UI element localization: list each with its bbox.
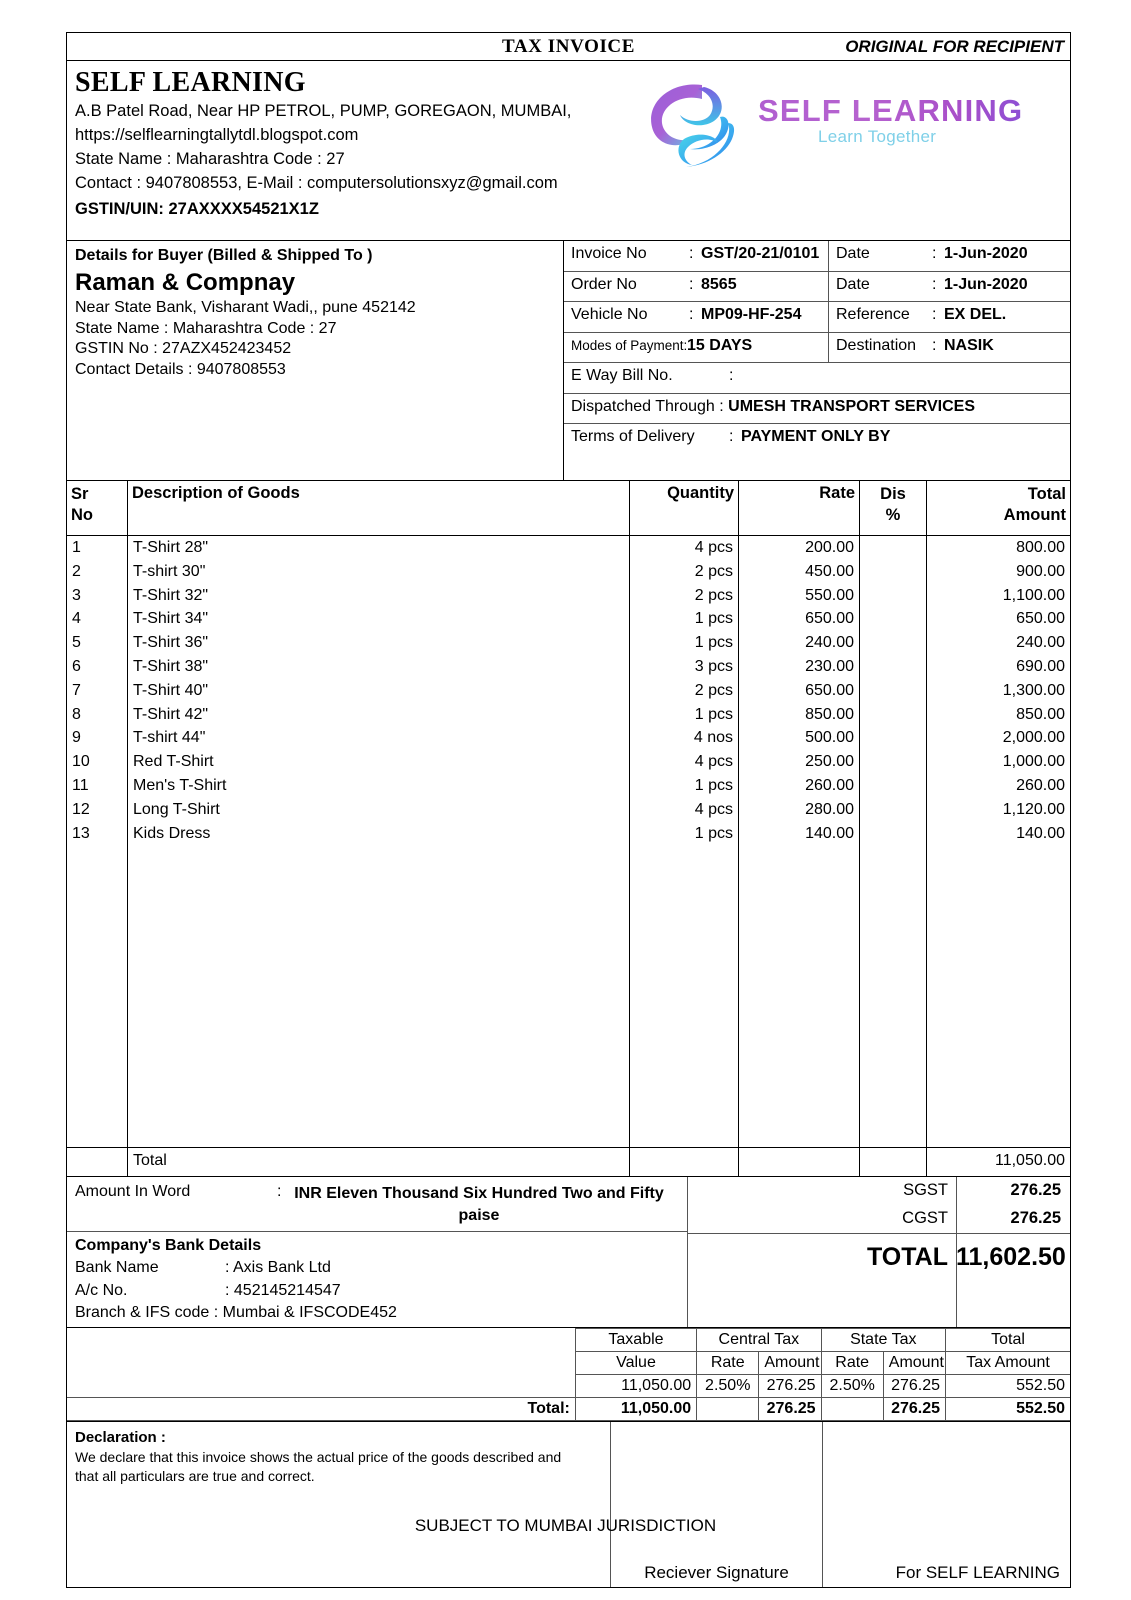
meta-row-order [564, 272, 1070, 303]
logo-wordmark: SELF LEARNING [758, 93, 1024, 128]
item-sr: 3 [67, 584, 128, 608]
cgst-label: CGST [902, 1209, 948, 1228]
tax-row-central-amount: 276.25 [759, 1375, 821, 1398]
item-description: T-Shirt 40" [128, 679, 630, 703]
tax-row-state-amount: 276.25 [883, 1375, 945, 1398]
col-header-sr-line1: Sr [71, 485, 89, 503]
item-quantity: 1 pcs [630, 607, 739, 631]
grand-total-label: TOTAL [866, 1243, 948, 1272]
item-amount: 800.00 [1016, 539, 1065, 556]
tax-summary-total-state-amount: 276.25 [883, 1398, 945, 1421]
dispatched-label: Dispatched Through : [571, 397, 724, 415]
item-amount: 260.00 [1016, 776, 1065, 794]
item-quantity: 4 pcs [630, 536, 739, 560]
spacer-rate [739, 845, 860, 1148]
cgst-row [688, 1205, 1070, 1233]
col-header-discount [860, 481, 927, 536]
item-description: T-Shirt 28" [128, 536, 630, 560]
item-description: T-Shirt 34" [128, 607, 630, 631]
item-discount [860, 536, 927, 560]
meta-row-eway [564, 363, 1070, 394]
buyer-name: Raman & Compnay [75, 269, 296, 296]
meta-row-terms [564, 424, 1070, 455]
item-rate: 450.00 [739, 560, 860, 584]
modes-value: 15 DAYS [687, 336, 753, 354]
tax-header-central-rate: Rate [697, 1352, 759, 1375]
tax-header-taxable-line2: Value [575, 1352, 696, 1375]
declaration-text-block [67, 1422, 611, 1587]
seller-details-block [67, 61, 1070, 241]
reference-label: Reference [836, 306, 910, 323]
destination-value: NASIK [944, 336, 994, 354]
invoice-frame [66, 32, 1071, 1588]
col-header-dis-line2: % [885, 506, 901, 524]
spacer-desc [128, 845, 630, 1148]
item-discount [860, 822, 927, 846]
item-description: T-Shirt 38" [128, 655, 630, 679]
tax-row-central-rate: 2.50% [697, 1375, 759, 1398]
sgst-label: SGST [903, 1181, 948, 1200]
terms-value: PAYMENT ONLY BY [741, 428, 891, 445]
buyer-contact: Contact Details : 9407808553 [75, 360, 286, 378]
declaration-section [67, 1421, 1070, 1587]
item-quantity: 4 pcs [630, 798, 739, 822]
item-amount: 690.00 [1016, 657, 1065, 675]
col-header-sr [67, 481, 128, 536]
meta-destination: Destination : NASIK [836, 336, 994, 354]
tax-summary-body [67, 1375, 1070, 1398]
bank-branch-row [75, 1302, 679, 1325]
item-discount [860, 560, 927, 584]
seller-gstin: GSTIN/UIN: 27AXXXX54521X1Z [75, 200, 319, 218]
items-table-filler [67, 845, 1070, 1176]
tax-header-state-rate: Rate [821, 1352, 883, 1375]
spacer-sr [67, 845, 128, 1148]
item-amount: 1,120.00 [1002, 800, 1065, 818]
item-rate: 250.00 [739, 750, 860, 774]
amount-in-words-colon: : [277, 1183, 282, 1201]
receiver-signature-box [611, 1422, 823, 1587]
item-discount [860, 703, 927, 727]
item-amount: 240.00 [1016, 634, 1065, 652]
bank-branch-value: Mumbai & IFSCODE452 [222, 1304, 397, 1322]
item-description: T-shirt 44" [128, 726, 630, 750]
item-rate: 260.00 [739, 774, 860, 798]
reference-value: EX DEL. [944, 306, 1007, 323]
item-rate: 240.00 [739, 631, 860, 655]
col-header-quantity: Quantity [630, 481, 739, 536]
item-discount [860, 631, 927, 655]
tax-summary-total-state-rate [821, 1398, 883, 1421]
items-table [67, 481, 1070, 1176]
terms-label: Terms of Delivery [571, 428, 695, 445]
grand-total-separator [688, 1233, 1070, 1234]
table-row [67, 798, 1070, 822]
table-row [67, 703, 1070, 727]
item-sr: 10 [67, 750, 128, 774]
item-discount [860, 655, 927, 679]
item-quantity: 2 pcs [630, 560, 739, 584]
invoice-date-value: 1-Jun-2020 [944, 245, 1028, 262]
amount-in-words-row [67, 1177, 687, 1232]
declaration-heading: Declaration : [75, 1429, 166, 1447]
item-description: T-Shirt 36" [128, 631, 630, 655]
tax-header-central-amount: Amount [759, 1352, 821, 1375]
item-sr: 6 [67, 655, 128, 679]
item-sr: 7 [67, 679, 128, 703]
meta-modes-of-payment [564, 333, 829, 363]
items-table-section [67, 481, 1070, 1177]
col-header-dis-line1: Dis [880, 485, 906, 503]
col-header-rate: Rate [739, 481, 860, 536]
meta-invoice-date: Date : 1-Jun-2020 [836, 245, 1028, 262]
item-sr: 4 [67, 607, 128, 631]
item-rate: 280.00 [739, 798, 860, 822]
bank-branch-label: Branch & IFS code : [75, 1304, 219, 1322]
item-sr: 13 [67, 822, 128, 846]
tax-row-total-tax: 552.50 [946, 1375, 1071, 1398]
spacer-dis [860, 845, 927, 1148]
item-quantity: 2 pcs [630, 584, 739, 608]
items-total-dis [860, 1148, 927, 1177]
bank-name-row [75, 1257, 679, 1280]
grand-total-value: 11,602.50 [956, 1243, 1066, 1272]
col-header-total-amount [927, 481, 1071, 536]
table-row [67, 536, 1070, 560]
item-amount: 850.00 [1016, 705, 1065, 723]
item-amount: 1,300.00 [1002, 681, 1065, 699]
items-total-row [67, 1148, 1070, 1177]
item-quantity: 4 pcs [630, 750, 739, 774]
item-amount: 1,000.00 [1002, 753, 1065, 771]
item-description: Kids Dress [128, 822, 630, 846]
items-total-amount: 11,050.00 [927, 1148, 1071, 1177]
tax-header-state-amount: Amount [883, 1352, 945, 1375]
item-rate: 230.00 [739, 655, 860, 679]
document-title: TAX INVOICE [501, 36, 636, 57]
seller-website: https://selflearningtallytdl.blogspot.com [75, 126, 359, 144]
meta-dispatched-through [564, 394, 1070, 424]
seller-name: SELF LEARNING [75, 67, 306, 98]
meta-row-dispatch [564, 394, 1070, 425]
order-no-label: Order No [571, 275, 637, 293]
amount-in-words-label: Amount In Word [75, 1183, 191, 1201]
item-sr: 12 [67, 798, 128, 822]
sgst-value: 276.25 [1010, 1181, 1061, 1200]
item-amount: 140.00 [1016, 824, 1065, 842]
meta-terms-of-delivery: Terms of Delivery : PAYMENT ONLY BY [571, 428, 891, 445]
item-discount [860, 726, 927, 750]
jurisdiction-footer: SUBJECT TO MUMBAI JURISDICTION [414, 1516, 717, 1535]
item-rate: 850.00 [739, 703, 860, 727]
sgst-row [688, 1177, 1070, 1205]
item-sr: 8 [67, 703, 128, 727]
meta-order-no: Order No : 8565 [564, 272, 829, 302]
spacer-amt [927, 845, 1071, 1148]
item-quantity: 1 pcs [630, 822, 739, 846]
item-sr: 11 [67, 774, 128, 798]
meta-row-vehicle [564, 302, 1070, 333]
item-amount: 650.00 [1016, 610, 1065, 628]
item-discount [860, 584, 927, 608]
item-sr: 9 [67, 726, 128, 750]
item-quantity: 3 pcs [630, 655, 739, 679]
invoice-date-label: Date [836, 245, 870, 262]
items-spacer-row [67, 845, 1070, 1148]
amount-and-bank-block [67, 1177, 687, 1327]
table-row [67, 631, 1070, 655]
table-row [67, 560, 1070, 584]
meta-row-invoice [564, 241, 1070, 272]
tax-summary-total-central-rate [697, 1398, 759, 1421]
declaration-line-2: that all particulars are true and correct. [75, 1468, 315, 1485]
table-row [67, 679, 1070, 703]
meta-reference: Reference : EX DEL. [836, 306, 1007, 323]
seller-state: State Name : Maharashtra Code : 27 [75, 150, 345, 168]
item-amount: 900.00 [1016, 562, 1065, 580]
item-discount [860, 679, 927, 703]
dispatched-value: UMESH TRANSPORT SERVICES [728, 397, 975, 415]
tax-summary-header-row-1 [67, 1329, 1070, 1352]
company-signature-box [823, 1422, 1070, 1587]
item-quantity: 1 pcs [630, 631, 739, 655]
tax-totals-block [687, 1177, 1070, 1327]
amount-bank-tax-section [67, 1177, 1070, 1328]
table-row [67, 584, 1070, 608]
spacer-qty [630, 845, 739, 1148]
tax-row-taxable: 11,050.00 [575, 1375, 696, 1398]
cgst-value: 276.25 [1010, 1209, 1061, 1228]
order-date-value: 1-Jun-2020 [944, 275, 1028, 293]
tax-summary-total-row [67, 1398, 1070, 1421]
items-table-body [67, 536, 1070, 846]
item-rate: 550.00 [739, 584, 860, 608]
items-header-row [67, 481, 1070, 536]
table-row [67, 750, 1070, 774]
tax-summary-head [67, 1329, 1070, 1375]
seller-contact: Contact : 9407808553, E-Mail : computersolutionsxyz@gmail.com [75, 174, 558, 192]
seller-address: A.B Patel Road, Near HP PETROL, PUMP, GOREGAON, MUMBAI, [75, 102, 572, 120]
order-no-value: 8565 [701, 275, 737, 293]
item-sr: 5 [67, 631, 128, 655]
buyer-and-meta-row [67, 241, 1070, 481]
grand-total-row [688, 1235, 1070, 1285]
col-header-sr-line2: No [71, 506, 93, 524]
bank-account-label: A/c No. [75, 1281, 128, 1299]
vehicle-no-label: Vehicle No [571, 306, 648, 323]
item-quantity: 1 pcs [630, 774, 739, 798]
table-row [67, 726, 1070, 750]
meta-invoice-no: Invoice No : GST/20-21/0101 [564, 241, 829, 271]
company-logo [640, 75, 1040, 175]
item-sr: 1 [67, 536, 128, 560]
table-row [67, 607, 1070, 631]
items-total-rate [739, 1148, 860, 1177]
item-sr: 2 [67, 560, 128, 584]
vehicle-no-value: MP09-HF-254 [701, 306, 802, 323]
invoice-no-value: GST/20-21/0101 [701, 245, 820, 262]
buyer-heading: Details for Buyer (Billed & Shipped To ) [75, 247, 373, 264]
copy-type-label: ORIGINAL FOR RECIPIENT [845, 37, 1064, 56]
invoice-no-label: Invoice No [571, 245, 647, 262]
tax-summary-table [67, 1328, 1070, 1421]
item-discount [860, 750, 927, 774]
company-signature-label: For SELF LEARNING [895, 1563, 1060, 1583]
bank-heading: Company's Bank Details [75, 1237, 262, 1255]
items-table-head [67, 481, 1070, 536]
meta-eway-bill: E Way Bill No. : [571, 367, 734, 384]
order-date-label: Date [836, 275, 870, 293]
item-description: T-Shirt 32" [128, 584, 630, 608]
bank-details-block [67, 1232, 687, 1327]
eway-label: E Way Bill No. [571, 367, 673, 384]
item-description: Men's T-Shirt [128, 774, 630, 798]
tax-header-total-line1: Total [946, 1329, 1071, 1352]
destination-label: Destination [836, 336, 917, 354]
item-quantity: 1 pcs [630, 703, 739, 727]
col-header-description: Description of Goods [128, 481, 630, 536]
tax-summary-total-central-amount: 276.25 [759, 1398, 821, 1421]
tax-header-total-line2: Tax Amount [946, 1352, 1071, 1375]
buyer-details-block [67, 241, 564, 480]
item-discount [860, 798, 927, 822]
receiver-signature-label: Reciever Signature [644, 1563, 789, 1583]
invoice-meta-block [564, 241, 1070, 480]
item-rate: 500.00 [739, 726, 860, 750]
bank-name-label: Bank Name [75, 1259, 159, 1277]
logo-tagline: Learn Together [818, 127, 937, 146]
item-amount: 2,000.00 [1002, 729, 1065, 747]
tax-summary-row [67, 1375, 1070, 1398]
modes-label: Modes of Payment: [571, 337, 688, 353]
bank-account-row [75, 1280, 679, 1303]
tax-header-central-tax: Central Tax [697, 1329, 821, 1352]
item-discount [860, 774, 927, 798]
items-total-qty [630, 1148, 739, 1177]
bank-name-value: : Axis Bank Ltd [225, 1259, 331, 1277]
item-description: T-Shirt 42" [128, 703, 630, 727]
item-description: Long T-Shirt [128, 798, 630, 822]
buyer-state: State Name : Maharashtra Code : 27 [75, 319, 337, 337]
item-quantity: 4 nos [630, 726, 739, 750]
item-description: Red T-Shirt [128, 750, 630, 774]
item-rate: 140.00 [739, 822, 860, 846]
buyer-address: Near State Bank, Visharant Wadi,, pune 452142 [75, 299, 416, 316]
tax-summary-total-tax: 552.50 [946, 1398, 1071, 1421]
item-rate: 650.00 [739, 679, 860, 703]
item-description: T-shirt 30" [128, 560, 630, 584]
bank-account-value: : 452145214547 [225, 1281, 341, 1299]
item-rate: 650.00 [739, 607, 860, 631]
item-rate: 200.00 [739, 536, 860, 560]
invoice-title-bar [67, 33, 1070, 61]
tax-summary-total-body [67, 1398, 1070, 1421]
items-total-label: Total [128, 1148, 630, 1177]
tax-summary-blank-cell [67, 1329, 575, 1375]
logo-swirl-icon [640, 77, 750, 173]
meta-vehicle-no: Vehicle No : MP09-HF-254 [564, 302, 829, 332]
tax-header-state-tax: State Tax [821, 1329, 945, 1352]
tax-header-taxable-line1: Taxable [575, 1329, 696, 1352]
buyer-gstin: GSTIN No : 27AZX452423452 [75, 340, 292, 357]
table-row [67, 774, 1070, 798]
declaration-line-1: We declare that this invoice shows the actual price of the goods described and [75, 1449, 562, 1466]
tax-row-blank [67, 1375, 575, 1398]
meta-order-date: Date : 1-Jun-2020 [836, 275, 1028, 293]
tax-row-state-rate: 2.50% [821, 1375, 883, 1398]
table-row [67, 822, 1070, 846]
item-amount: 1,100.00 [1002, 586, 1065, 604]
meta-row-modes [564, 333, 1070, 364]
col-header-total-line2: Amount [1003, 506, 1066, 524]
table-row [67, 655, 1070, 679]
tax-summary-total-label: Total: [67, 1398, 575, 1421]
item-quantity: 2 pcs [630, 679, 739, 703]
tax-summary-total-taxable: 11,050.00 [575, 1398, 696, 1421]
amount-in-words-value: INR Eleven Thousand Six Hundred Two and Fifty paise [294, 1185, 664, 1225]
item-discount [860, 607, 927, 631]
items-total-sr [67, 1148, 128, 1177]
col-header-total-line1: Total [1027, 485, 1066, 503]
